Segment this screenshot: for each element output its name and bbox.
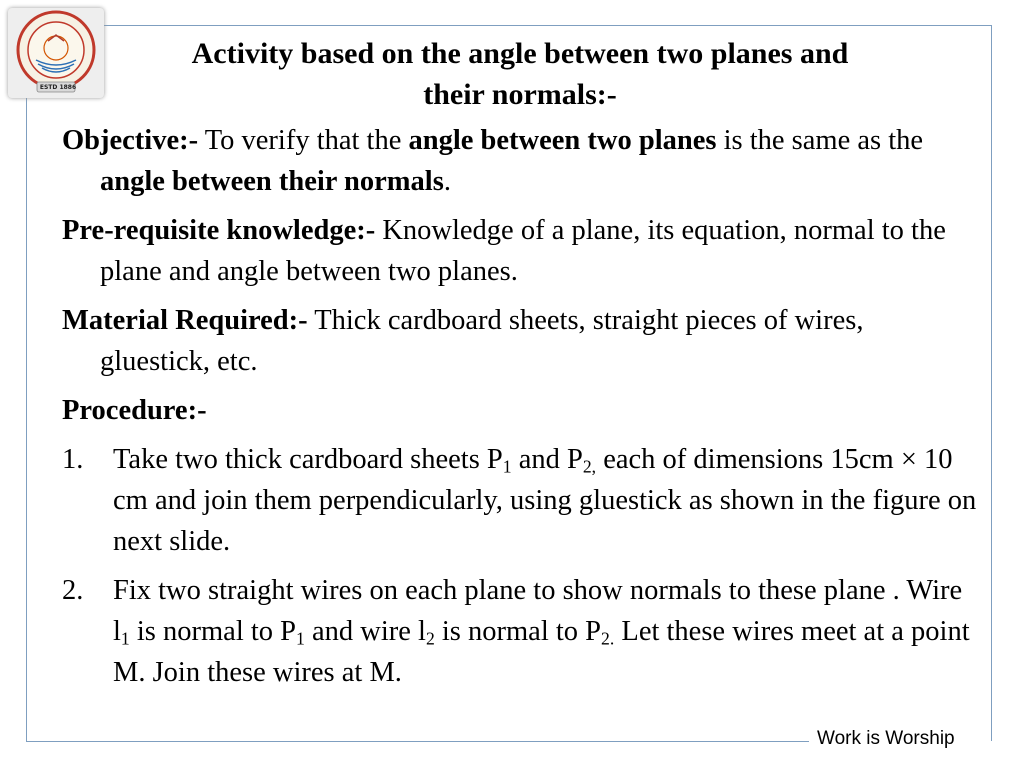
step-2-text-b: is normal to P xyxy=(129,616,297,647)
material-paragraph xyxy=(62,300,977,382)
step-1-text-a: Take two thick cardboard sheets P xyxy=(113,444,503,475)
slide-frame-top xyxy=(26,25,992,26)
slide-content xyxy=(62,120,977,701)
step-2-subscript-3: 2 xyxy=(425,628,435,649)
slide-frame-bottom xyxy=(26,741,809,742)
step-2-number: 2. xyxy=(62,575,84,606)
prerequisite-paragraph xyxy=(62,210,977,292)
objective-emphasis-2: angle between their normals xyxy=(100,166,444,197)
step-1-text-c: each of dimensions 15cm × 10 cm and join them perpendicularly, using gluestick as shown in the figure on next slide. xyxy=(113,444,977,557)
procedure-step-2 xyxy=(62,570,977,693)
step-2-text-d: is normal to P xyxy=(434,616,602,647)
step-2-text-c: and wire l xyxy=(304,616,426,647)
logo-established-year: ESTD 1886 xyxy=(39,84,77,91)
step-2-subscript-4: 2. xyxy=(601,628,615,649)
objective-label: Objective:- xyxy=(62,125,199,156)
objective-text-2: is the same as the xyxy=(716,125,924,156)
step-1-number: 1. xyxy=(62,444,84,475)
step-2-subscript-1: 1 xyxy=(120,628,130,649)
material-label: Material Required:- xyxy=(62,305,308,336)
title-line-2: their normals:- xyxy=(423,78,617,111)
procedure-step-1 xyxy=(62,439,977,562)
objective-paragraph xyxy=(62,120,977,202)
step-2-text-e: Let these wires meet at a point M. Join these wires at M. xyxy=(113,616,970,688)
material-text: Thick cardboard sheets, straight pieces of wires, gluestick, etc. xyxy=(100,305,864,377)
step-1-subscript-1: 1 xyxy=(502,456,512,477)
footer-motto: Work is Worship xyxy=(817,728,955,749)
college-logo xyxy=(8,8,104,98)
prerequisite-text: Knowledge of a plane, its equation, normal to the plane and angle between two planes. xyxy=(100,215,946,287)
objective-text-1: To verify that the xyxy=(198,125,409,156)
slide-frame-left xyxy=(26,25,27,741)
slide-title xyxy=(110,33,930,115)
slide-frame-right xyxy=(991,25,992,741)
title-line-1: Activity based on the angle between two planes and xyxy=(191,37,849,70)
step-1-text-b: and P xyxy=(511,444,583,475)
prerequisite-label: Pre-requisite knowledge:- xyxy=(62,215,376,246)
objective-emphasis-1: angle between two planes xyxy=(408,125,717,156)
step-1-subscript-2: 2, xyxy=(582,456,597,477)
step-2-subscript-2: 1 xyxy=(296,628,305,649)
step-2-text-a: Fix two straight wires on each plane to show normals to these plane . Wire l xyxy=(113,575,963,647)
procedure-heading: Procedure:- xyxy=(62,395,207,426)
objective-text-3: . xyxy=(443,166,451,197)
